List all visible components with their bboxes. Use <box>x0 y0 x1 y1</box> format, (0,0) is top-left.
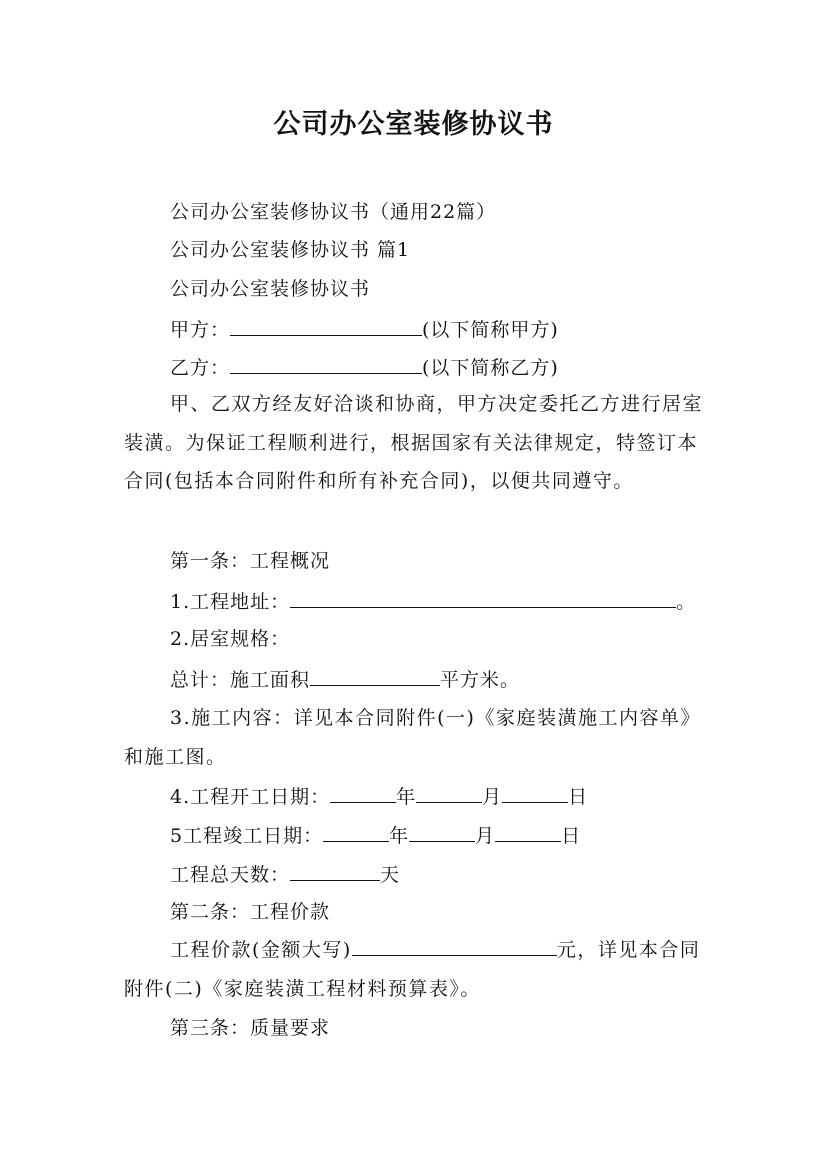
total-days-line <box>170 861 400 887</box>
area-blank <box>310 666 440 686</box>
item-3-paragraph: 3.施工内容：详见本合同附件(一)《家庭装潢施工内容单》和施工图。 <box>124 707 701 768</box>
address-blank <box>290 588 676 608</box>
heading-line: 公司办公室装修协议书 <box>170 278 371 300</box>
end-year-blank <box>323 822 389 842</box>
party-b-suffix: (以下简称乙方) <box>422 357 559 379</box>
end-day-blank <box>495 822 561 842</box>
party-a-suffix: (以下简称甲方) <box>422 319 559 341</box>
area-label: 总计：施工面积 <box>170 669 311 691</box>
end-year-unit: 年 <box>389 825 410 847</box>
start-day-blank <box>502 783 568 803</box>
party-b-blank <box>230 354 422 374</box>
item-4-line <box>170 783 588 809</box>
party-a-blank <box>230 316 422 336</box>
end-month-blank <box>409 822 475 842</box>
item-4-label: 4.工程开工日期： <box>170 786 331 808</box>
price-paragraph <box>124 931 707 1008</box>
document-title: 公司办公室装修协议书 <box>273 109 554 140</box>
item-1-end: 。 <box>676 591 697 613</box>
start-month-blank <box>416 783 482 803</box>
total-days-blank <box>290 861 380 881</box>
party-b-label: 乙方： <box>170 357 231 379</box>
area-unit: 平方米。 <box>440 669 521 691</box>
intro-paragraph: 甲、乙双方经友好洽谈和协商，甲方决定委托乙方进行居室装潢。为保证工程顺利进行，根据国家有关法律规定，特签订本合同(包括本合同附件和所有补充合同)，以便共同遵守。 <box>124 393 704 492</box>
article-2-heading: 第二条：工程价款 <box>170 901 331 923</box>
area-line <box>170 666 520 692</box>
article-3-heading: 第三条：质量要求 <box>170 1017 331 1039</box>
subtitle-line: 公司办公室装修协议书（通用22篇） <box>170 201 497 223</box>
start-month-unit: 月 <box>482 786 503 808</box>
days-unit: 天 <box>380 864 401 886</box>
end-month-unit: 月 <box>475 825 496 847</box>
price-text-end: 元，详见本合同附件(二)《家庭装潢工程材料预算表》。 <box>124 939 701 1000</box>
part-line: 公司办公室装修协议书 篇1 <box>170 239 411 261</box>
party-b-line <box>170 354 559 380</box>
price-blank <box>352 936 557 956</box>
item-2-line: 2.居室规格： <box>170 628 291 650</box>
start-year-unit: 年 <box>396 786 417 808</box>
item-1-label: 1.工程地址： <box>170 591 291 613</box>
item-5-label: 5工程竣工日期： <box>170 825 324 847</box>
total-days-label: 工程总天数： <box>170 864 291 886</box>
item-5-line <box>170 822 581 848</box>
end-day-unit: 日 <box>561 825 582 847</box>
start-year-blank <box>330 783 396 803</box>
price-text-start: 工程价款(金额大写) <box>170 939 352 961</box>
start-day-unit: 日 <box>568 786 589 808</box>
party-a-line <box>170 316 559 342</box>
party-a-label: 甲方： <box>170 319 231 341</box>
item-1-line <box>170 588 696 614</box>
article-1-heading: 第一条：工程概况 <box>170 550 331 572</box>
